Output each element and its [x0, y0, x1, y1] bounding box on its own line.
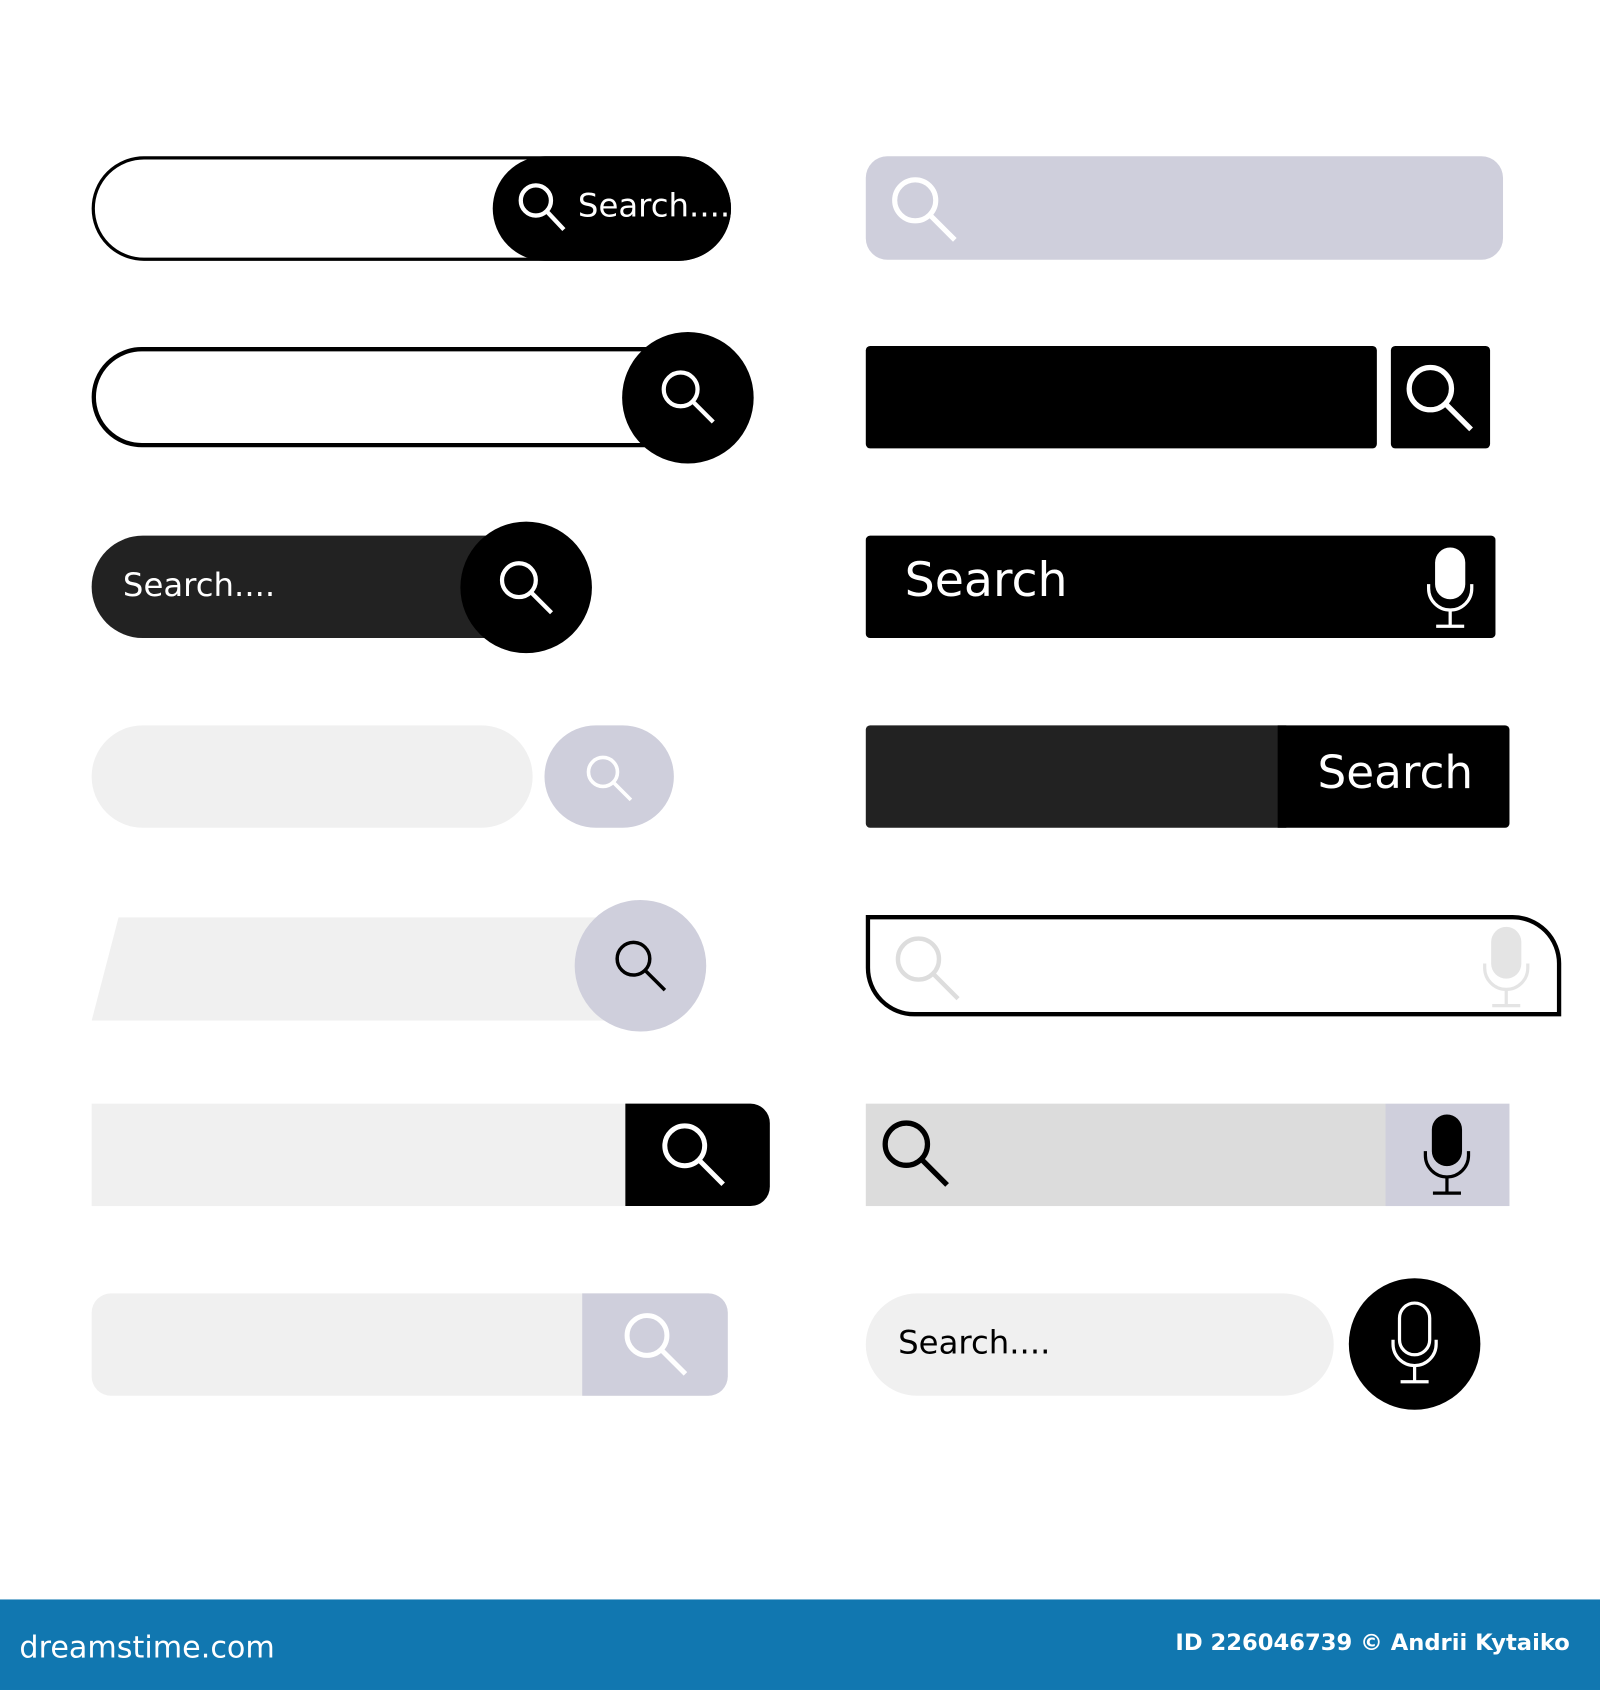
- search-bar-4[interactable]: [92, 725, 533, 827]
- microphone-icon[interactable]: [1425, 545, 1475, 629]
- search-icon: [1402, 360, 1477, 435]
- search-icon: [620, 1308, 691, 1379]
- search-bar-5[interactable]: [92, 917, 631, 1020]
- search-placeholder: Search....: [122, 566, 276, 605]
- footer-credit: ID 226046739 © Andrii Kytaiko: [1175, 1629, 1570, 1656]
- search-bar-r1[interactable]: [866, 156, 1503, 259]
- microphone-icon: [1422, 1112, 1472, 1196]
- microphone-icon[interactable]: [1481, 925, 1531, 1009]
- search-button-label: Search....: [577, 187, 731, 226]
- search-icon: [878, 1116, 953, 1191]
- search-placeholder: Search: [904, 552, 1068, 608]
- search-icon: [658, 366, 718, 426]
- search-icon: [496, 557, 556, 617]
- search-bar-r5[interactable]: [866, 915, 1561, 1016]
- search-icon: [658, 1119, 729, 1190]
- search-bar-2[interactable]: [92, 347, 707, 447]
- search-bar-6[interactable]: [92, 1104, 631, 1206]
- microphone-icon: [1390, 1301, 1440, 1385]
- search-icon: [611, 937, 669, 995]
- footer-brand-logo[interactable]: dreamstime.com: [19, 1629, 275, 1666]
- search-icon: [583, 752, 635, 804]
- search-bar-r2[interactable]: [866, 346, 1377, 448]
- search-icon: [515, 180, 569, 234]
- search-icon: [887, 172, 960, 245]
- search-bar-r4[interactable]: [866, 725, 1286, 827]
- search-placeholder: Search....: [898, 1324, 1051, 1363]
- search-button-label: Search: [1317, 745, 1474, 799]
- search-icon: [891, 931, 964, 1004]
